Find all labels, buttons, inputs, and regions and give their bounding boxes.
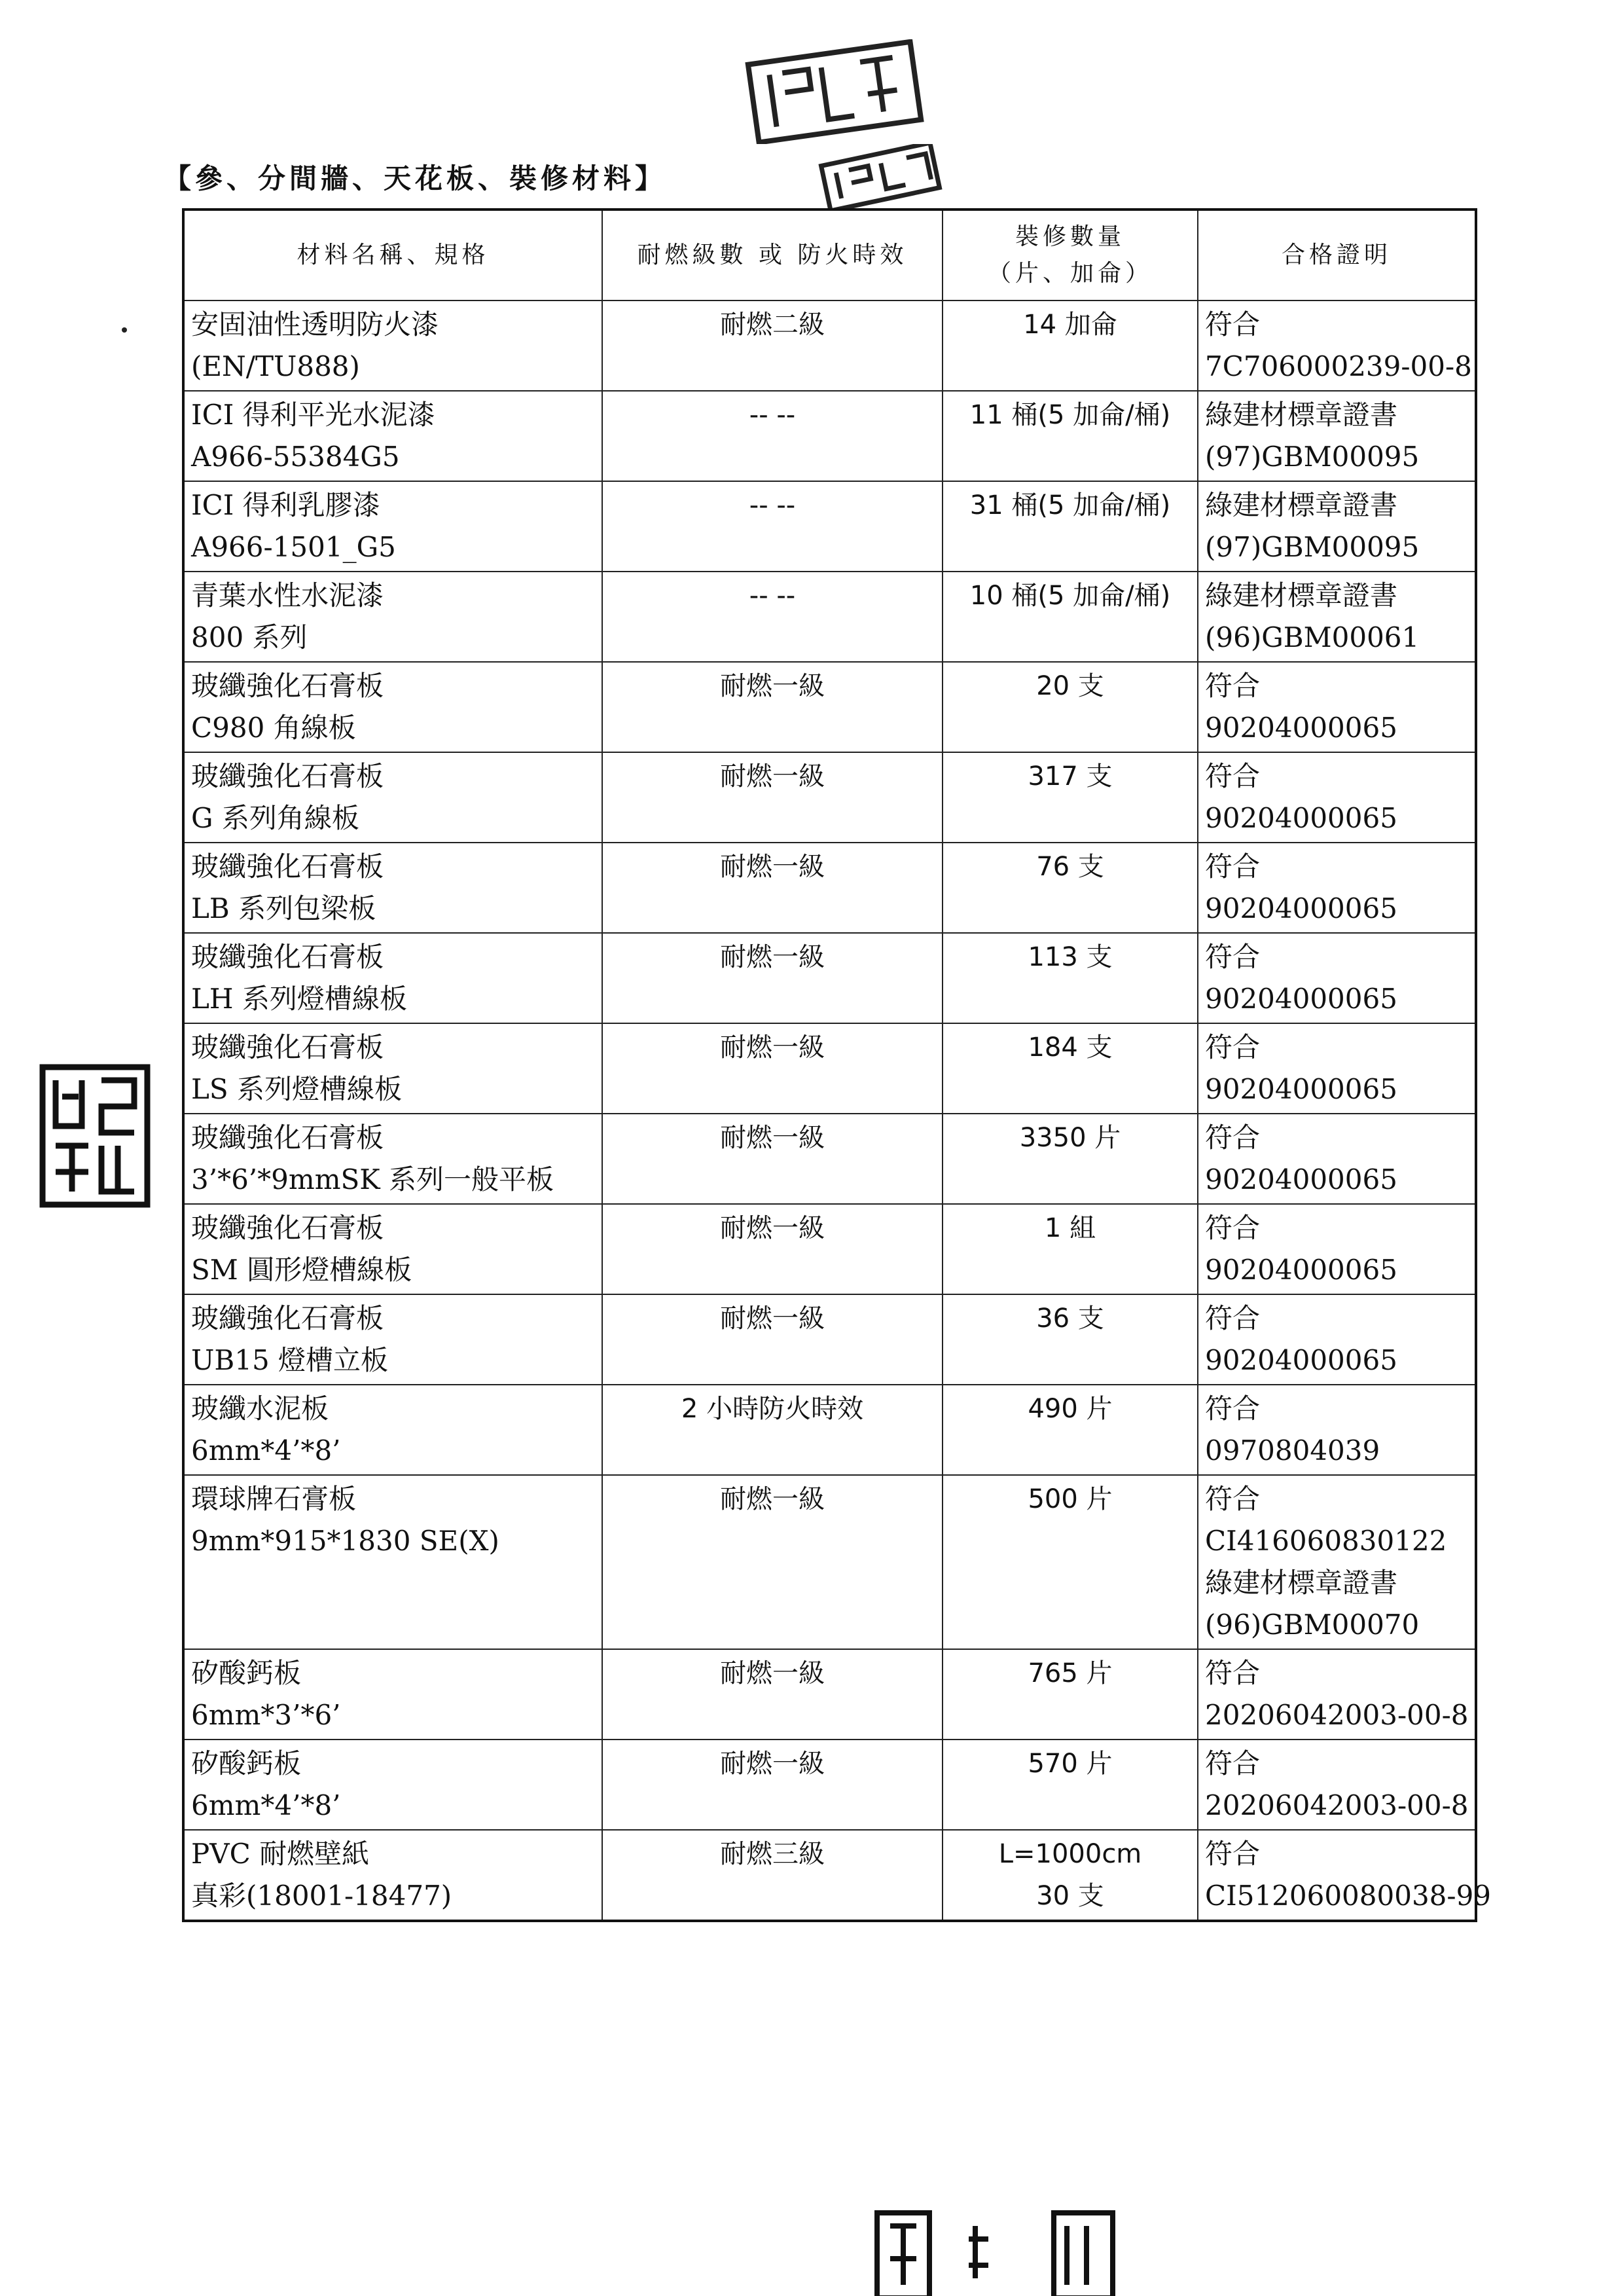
quantity-line: L=1000cm <box>998 1839 1142 1869</box>
certificate-line: 20206042003-00-8 <box>1205 1789 1469 1821</box>
certificate-line: 20206042003-00-8 <box>1205 1699 1469 1731</box>
table-row <box>183 1114 1476 1204</box>
material-name-line: 9mm*915*1830 SE(X) <box>191 1525 499 1557</box>
certificate-cell <box>1198 391 1476 481</box>
table-row <box>183 301 1476 391</box>
material-name-line: UB15 燈槽立板 <box>191 1344 389 1376</box>
header-certificate: 合格證明 <box>1198 210 1476 301</box>
material-name-cell <box>183 1204 602 1294</box>
quantity-line: 30 支 <box>1036 1881 1104 1911</box>
table-row <box>183 1204 1476 1294</box>
material-name-cell <box>183 1114 602 1204</box>
certificate-cell <box>1198 1204 1476 1294</box>
material-name-cell <box>183 933 602 1023</box>
material-name-line: 玻纖強化石膏板 <box>191 941 384 973</box>
certificate-line: 符合 <box>1205 1657 1261 1689</box>
fire-rating-line: 耐燃一級 <box>720 1213 825 1243</box>
material-name-line: 6mm*4’*8’ <box>191 1434 341 1467</box>
table-row <box>183 1740 1476 1830</box>
quantity-cell <box>943 1740 1198 1830</box>
certificate-cell <box>1198 843 1476 933</box>
certificate-line: CI416060830122 <box>1205 1525 1447 1557</box>
certificate-line: 符合 <box>1205 308 1261 340</box>
certificate-line: 符合 <box>1205 1031 1261 1063</box>
material-name-line: 玻纖強化石膏板 <box>191 850 384 883</box>
material-name-cell <box>183 843 602 933</box>
quantity-line: 11 桶(5 加侖/桶) <box>969 400 1171 430</box>
fire-rating-line: 耐燃三級 <box>720 1839 825 1869</box>
quantity-cell <box>943 752 1198 843</box>
fire-rating-cell <box>602 1204 943 1294</box>
fire-rating-cell <box>602 1830 943 1921</box>
table-row <box>183 1023 1476 1114</box>
certificate-line: 綠建材標章證書 <box>1205 579 1398 611</box>
certificate-cell <box>1198 481 1476 572</box>
material-name-line: C980 角線板 <box>191 712 356 744</box>
material-name-line: 6mm*4’*8’ <box>191 1789 341 1821</box>
quantity-cell <box>943 1114 1198 1204</box>
bullet-dot <box>122 327 127 333</box>
table-row <box>183 572 1476 662</box>
certificate-line: 0970804039 <box>1205 1434 1380 1467</box>
material-name-line: LH 系列燈槽線板 <box>191 983 407 1015</box>
fire-rating-line: 耐燃一級 <box>720 852 825 882</box>
header-fire-rating: 耐燃級數 或 防火時效 <box>602 210 943 301</box>
material-name-line: 玻纖強化石膏板 <box>191 1031 384 1063</box>
material-name-cell <box>183 1830 602 1921</box>
fire-rating-cell <box>602 1023 943 1114</box>
certificate-cell <box>1198 1649 1476 1740</box>
material-name-line: ICI 得利乳膠漆 <box>191 489 380 521</box>
quantity-line: 10 桶(5 加侖/桶) <box>969 581 1171 611</box>
material-name-cell <box>183 662 602 752</box>
material-name-cell <box>183 1385 602 1475</box>
side-seal-stamp <box>36 1061 154 1211</box>
material-name-cell <box>183 752 602 843</box>
quantity-line: 36 支 <box>1036 1303 1104 1334</box>
quantity-cell <box>943 1475 1198 1649</box>
material-name-line: 玻纖強化石膏板 <box>191 1212 384 1244</box>
table-row <box>183 752 1476 843</box>
fire-rating-line: 耐燃一級 <box>720 1032 825 1063</box>
certificate-line: 符合 <box>1205 1483 1261 1515</box>
certificate-cell <box>1198 572 1476 662</box>
top-seal-stamp <box>740 39 936 144</box>
quantity-line: 14 加侖 <box>1023 310 1117 340</box>
fire-rating-line: 耐燃一級 <box>720 671 825 701</box>
material-name-line: SM 圓形燈槽線板 <box>191 1254 412 1286</box>
certificate-cell <box>1198 1475 1476 1649</box>
fire-rating-line: 耐燃一級 <box>720 1303 825 1334</box>
fire-rating-cell <box>602 662 943 752</box>
material-name-line: (EN/TU888) <box>191 350 360 382</box>
table-row <box>183 391 1476 481</box>
table-row <box>183 843 1476 933</box>
certificate-line: (96)GBM00061 <box>1205 621 1420 653</box>
certificate-line: 90204000065 <box>1205 1163 1397 1195</box>
fire-rating-line: 耐燃二級 <box>720 310 825 340</box>
section-title: 【參、分間牆、天花板、裝修材料】 <box>164 162 667 194</box>
certificate-cell <box>1198 1385 1476 1475</box>
material-name-line: G 系列角線板 <box>191 802 359 834</box>
fire-rating-line: 耐燃一級 <box>720 1658 825 1688</box>
certificate-cell <box>1198 1830 1492 1921</box>
fire-rating-cell <box>602 481 943 572</box>
certificate-cell <box>1198 1114 1476 1204</box>
material-name-line: 矽酸鈣板 <box>191 1747 302 1779</box>
quantity-line: 76 支 <box>1036 852 1104 882</box>
table-row <box>183 1385 1476 1475</box>
fire-rating-cell <box>602 1385 943 1475</box>
bottom-seal-stamp <box>871 2187 1119 2296</box>
fire-rating-line: -- -- <box>749 400 796 430</box>
material-name-line: 3’*6’*9mmSK 系列一般平板 <box>191 1163 554 1195</box>
certificate-line: 90204000065 <box>1205 983 1397 1015</box>
fire-rating-cell <box>602 843 943 933</box>
certificate-line: 符合 <box>1205 1121 1261 1154</box>
certificate-line: (96)GBM00070 <box>1205 1609 1420 1641</box>
quantity-cell <box>943 1294 1198 1385</box>
fire-rating-cell <box>602 933 943 1023</box>
quantity-line: 500 片 <box>1028 1484 1113 1514</box>
table-row <box>183 1830 1476 1921</box>
certificate-line: 綠建材標章證書 <box>1205 399 1398 431</box>
material-name-line: ICI 得利平光水泥漆 <box>191 399 435 431</box>
materials-table <box>182 208 1492 1922</box>
material-name-cell <box>183 1475 602 1649</box>
quantity-cell <box>943 1023 1198 1114</box>
quantity-cell <box>943 481 1198 572</box>
certificate-line: 綠建材標章證書 <box>1205 1567 1398 1599</box>
certificate-cell <box>1198 1294 1476 1385</box>
header-quantity-line1: 裝修數量 <box>1015 223 1125 250</box>
fire-rating-line: 耐燃一級 <box>720 1749 825 1779</box>
certificate-line: 符合 <box>1205 1302 1261 1334</box>
quantity-cell <box>943 843 1198 933</box>
material-name-line: 6mm*3’*6’ <box>191 1699 341 1731</box>
fire-rating-cell <box>602 301 943 391</box>
material-name-line: 環球牌石膏板 <box>191 1483 357 1515</box>
certificate-line: 90204000065 <box>1205 1254 1397 1286</box>
quantity-line: 490 片 <box>1028 1394 1113 1424</box>
fire-rating-cell <box>602 1649 943 1740</box>
fire-rating-line: 耐燃一級 <box>720 1123 825 1153</box>
top-small-seal-stamp <box>805 144 956 210</box>
material-name-cell <box>183 301 602 391</box>
quantity-line: 765 片 <box>1028 1658 1113 1688</box>
table-row <box>183 1294 1476 1385</box>
material-name-line: 安固油性透明防火漆 <box>191 308 439 340</box>
fire-rating-cell <box>602 572 943 662</box>
material-name-line: 玻纖水泥板 <box>191 1393 329 1425</box>
material-name-cell <box>183 481 602 572</box>
certificate-line: (97)GBM00095 <box>1205 531 1420 563</box>
certificate-line: 90204000065 <box>1205 712 1397 744</box>
material-name-line: PVC 耐燃壁紙 <box>191 1838 370 1870</box>
table-row <box>183 933 1476 1023</box>
table-row <box>183 662 1476 752</box>
fire-rating-cell <box>602 752 943 843</box>
quantity-line: 3350 片 <box>1019 1123 1121 1153</box>
table-row <box>183 1475 1476 1649</box>
material-name-line: A966-1501_G5 <box>191 531 396 563</box>
material-name-line: 真彩(18001-18477) <box>191 1880 452 1912</box>
certificate-line: 90204000065 <box>1205 1073 1397 1105</box>
material-name-line: LS 系列燈槽線板 <box>191 1073 403 1105</box>
certificate-line: 90204000065 <box>1205 1344 1397 1376</box>
certificate-cell <box>1198 1740 1476 1830</box>
material-name-line: 玻纖強化石膏板 <box>191 1302 384 1334</box>
quantity-cell <box>943 1649 1198 1740</box>
fire-rating-line: 耐燃一級 <box>720 1484 825 1514</box>
quantity-line: 1 組 <box>1044 1213 1096 1243</box>
quantity-cell <box>943 662 1198 752</box>
quantity-line: 113 支 <box>1028 942 1113 972</box>
quantity-cell <box>943 391 1198 481</box>
quantity-line: 31 桶(5 加侖/桶) <box>969 490 1171 520</box>
material-name-cell <box>183 1740 602 1830</box>
material-name-line: LB 系列包梁板 <box>191 892 376 924</box>
quantity-cell <box>943 933 1198 1023</box>
header-quantity-line2: （片、加侖） <box>987 260 1153 287</box>
certificate-line: 符合 <box>1205 760 1261 792</box>
certificate-line: 符合 <box>1205 941 1261 973</box>
table-header-row <box>183 210 1476 301</box>
certificate-cell <box>1198 933 1476 1023</box>
fire-rating-line: -- -- <box>749 581 796 611</box>
certificate-line: 符合 <box>1205 1212 1261 1244</box>
fire-rating-cell <box>602 1475 943 1649</box>
quantity-cell <box>943 1385 1198 1475</box>
quantity-cell <box>943 1204 1198 1294</box>
certificate-line: 符合 <box>1205 670 1261 702</box>
material-name-cell <box>183 572 602 662</box>
material-name-cell <box>183 1023 602 1114</box>
certificate-cell <box>1198 662 1476 752</box>
material-name-line: 800 系列 <box>191 621 308 653</box>
material-name-line: 矽酸鈣板 <box>191 1657 302 1689</box>
fire-rating-cell <box>602 391 943 481</box>
certificate-line: 90204000065 <box>1205 802 1397 834</box>
quantity-line: 184 支 <box>1028 1032 1113 1063</box>
fire-rating-line: 耐燃一級 <box>720 761 825 792</box>
fire-rating-cell <box>602 1740 943 1830</box>
certificate-line: CI512060080038-99 <box>1205 1880 1492 1912</box>
fire-rating-cell <box>602 1294 943 1385</box>
material-name-line: 玻纖強化石膏板 <box>191 1121 384 1154</box>
quantity-cell <box>943 1830 1198 1921</box>
certificate-line: 7C706000239-00-8 <box>1205 350 1472 382</box>
quantity-cell <box>943 572 1198 662</box>
header-material-name: 材料名稱、規格 <box>183 210 602 301</box>
certificate-cell <box>1198 752 1476 843</box>
table-row <box>183 1649 1476 1740</box>
fire-rating-line: 耐燃一級 <box>720 942 825 972</box>
material-name-line: 青葉水性水泥漆 <box>191 579 384 611</box>
certificate-line: 90204000065 <box>1205 892 1397 924</box>
quantity-line: 317 支 <box>1028 761 1113 792</box>
certificate-line: (97)GBM00095 <box>1205 441 1420 473</box>
header-quantity <box>943 210 1198 301</box>
material-name-line: 玻纖強化石膏板 <box>191 760 384 792</box>
quantity-line: 20 支 <box>1036 671 1104 701</box>
fire-rating-line: -- -- <box>749 490 796 520</box>
certificate-cell <box>1198 301 1476 391</box>
material-name-cell <box>183 1649 602 1740</box>
material-name-cell <box>183 391 602 481</box>
material-name-cell <box>183 1294 602 1385</box>
material-name-line: A966-55384G5 <box>191 441 400 473</box>
quantity-line: 570 片 <box>1028 1749 1113 1779</box>
material-name-line: 玻纖強化石膏板 <box>191 670 384 702</box>
table-row <box>183 481 1476 572</box>
fire-rating-cell <box>602 1114 943 1204</box>
certificate-line: 符合 <box>1205 1747 1261 1779</box>
certificate-line: 符合 <box>1205 1838 1261 1870</box>
certificate-line: 符合 <box>1205 1393 1261 1425</box>
certificate-line: 綠建材標章證書 <box>1205 489 1398 521</box>
quantity-cell <box>943 301 1198 391</box>
certificate-line: 符合 <box>1205 850 1261 883</box>
fire-rating-line: 2 小時防火時效 <box>681 1394 864 1424</box>
certificate-cell <box>1198 1023 1476 1114</box>
